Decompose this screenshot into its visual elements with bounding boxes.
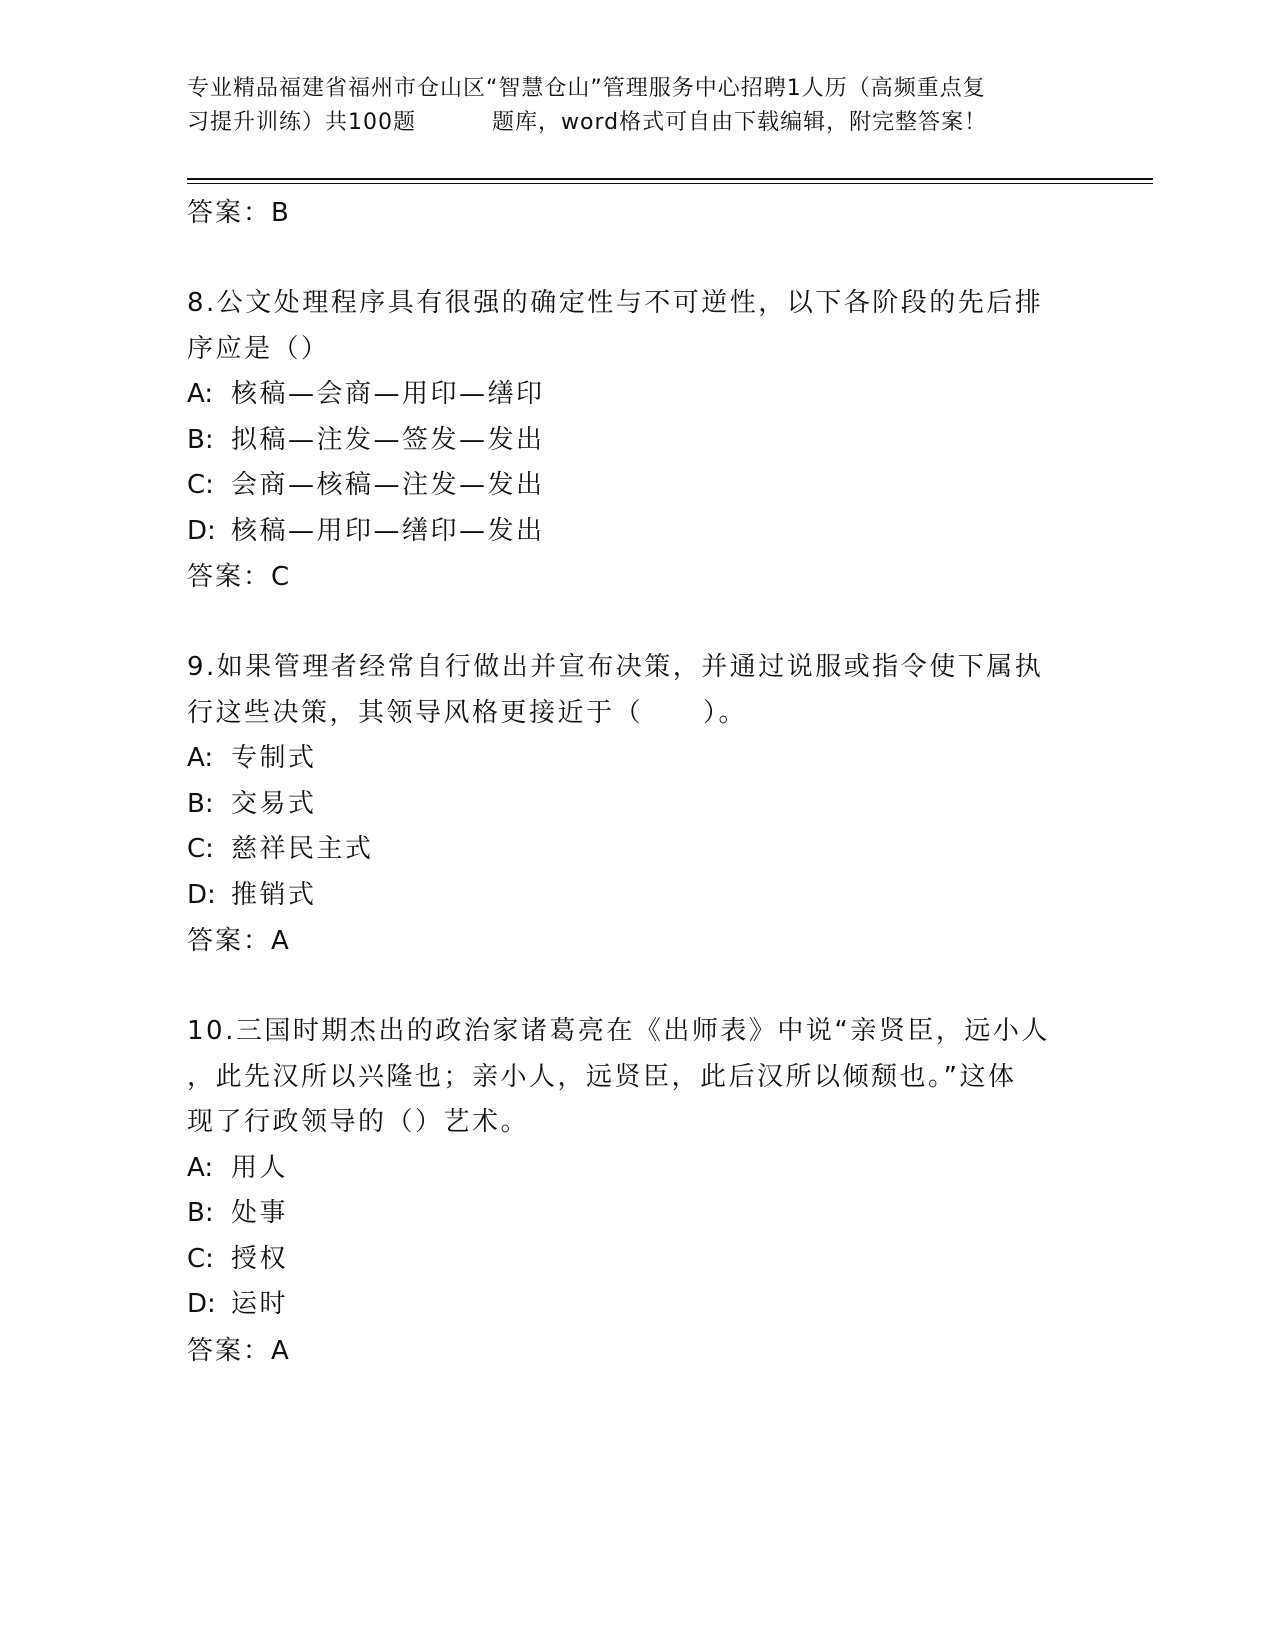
header-line-2-part-1: 习提升训练）共100题 <box>187 110 416 135</box>
question-8-option-b <box>187 418 1107 464</box>
question-9-line-2 <box>187 691 1107 737</box>
document-header <box>187 72 1087 140</box>
question-8-text <box>187 281 1107 372</box>
question-10 <box>187 1009 1107 1374</box>
header-line-2-part-2: 题库，word格式可自由下载编辑，附完整答案！ <box>492 110 988 135</box>
option-letter: B: <box>187 424 214 455</box>
option-letter: A: <box>187 743 214 773</box>
option-letter: D: <box>187 515 216 546</box>
question-9 <box>187 645 1107 964</box>
option-letter: C: <box>187 1243 214 1274</box>
question-9-option-d <box>187 873 1107 919</box>
question-10-line-1: 10.三国时期杰出的政治家诸葛亮在《出师表》中说“亲贤臣，远小人 <box>187 1016 1050 1046</box>
question-9-option-b <box>187 782 1107 828</box>
option-text: 推销式 <box>231 879 317 910</box>
question-10-line-3: 现了行政领导的（）艺术。 <box>187 1107 530 1137</box>
header-rule-thin <box>187 183 1153 184</box>
option-text: 会商—核稿—注发—发出 <box>231 470 545 500</box>
option-letter: B: <box>187 788 214 819</box>
question-8-line-2: 序应是（） <box>187 333 330 364</box>
header-line-1: 专业精品福建省福州市仓山区“智慧仓山”管理服务中心招聘1人历（高频重点复 <box>187 76 986 101</box>
question-10-text <box>187 1009 1107 1146</box>
question-9-answer: 答案：A <box>187 926 291 956</box>
question-9-line-2-part-1: 行这些决策，其领导风格更接近于（ <box>187 697 644 728</box>
question-9-line-1: 9.如果管理者经常自行做出并宣布决策，并通过说服或指令使下属执 <box>187 652 1044 682</box>
document-body <box>187 190 1107 1374</box>
option-text: 专制式 <box>231 743 317 773</box>
option-text: 核稿—用印—缮印—发出 <box>231 515 545 546</box>
option-letter: B: <box>187 1198 214 1228</box>
question-9-text <box>187 645 1107 736</box>
question-9-option-c <box>187 827 1107 873</box>
question-8-answer: 答案：C <box>187 562 292 592</box>
option-letter: C: <box>187 834 214 864</box>
option-text: 拟稿—注发—签发—发出 <box>231 424 545 455</box>
option-text: 用人 <box>231 1152 289 1183</box>
option-letter: D: <box>187 1289 216 1319</box>
option-text: 授权 <box>231 1243 289 1274</box>
question-9-line-2-part-2: ）。 <box>703 697 748 728</box>
option-letter: C: <box>187 470 214 500</box>
option-text: 核稿—会商—用印—缮印 <box>231 379 545 409</box>
question-10-option-c <box>187 1237 1107 1283</box>
option-text: 慈祥民主式 <box>231 834 374 864</box>
question-8 <box>187 281 1107 600</box>
option-text: 交易式 <box>231 788 317 819</box>
header-line-2 <box>187 106 1087 140</box>
question-10-option-b <box>187 1191 1107 1237</box>
option-letter: A: <box>187 379 214 409</box>
option-text: 运时 <box>231 1289 289 1319</box>
option-text: 处事 <box>231 1198 289 1228</box>
question-10-option-a <box>187 1146 1107 1192</box>
header-rule-thick <box>187 178 1153 180</box>
previous-answer: 答案：B <box>187 198 291 228</box>
option-letter: D: <box>187 879 216 910</box>
question-8-option-a <box>187 372 1107 418</box>
question-8-line-1: 8.公文处理程序具有很强的确定性与不可逆性，以下各阶段的先后排 <box>187 288 1044 318</box>
option-letter: A: <box>187 1152 214 1183</box>
question-10-option-d <box>187 1282 1107 1328</box>
question-10-answer: 答案：A <box>187 1335 291 1366</box>
question-8-option-c <box>187 463 1107 509</box>
question-10-line-2: ，此先汉所以兴隆也；亲小人，远贤臣，此后汉所以倾颓也。”这体 <box>187 1061 1017 1092</box>
question-8-option-d <box>187 509 1107 555</box>
question-9-option-a <box>187 736 1107 782</box>
